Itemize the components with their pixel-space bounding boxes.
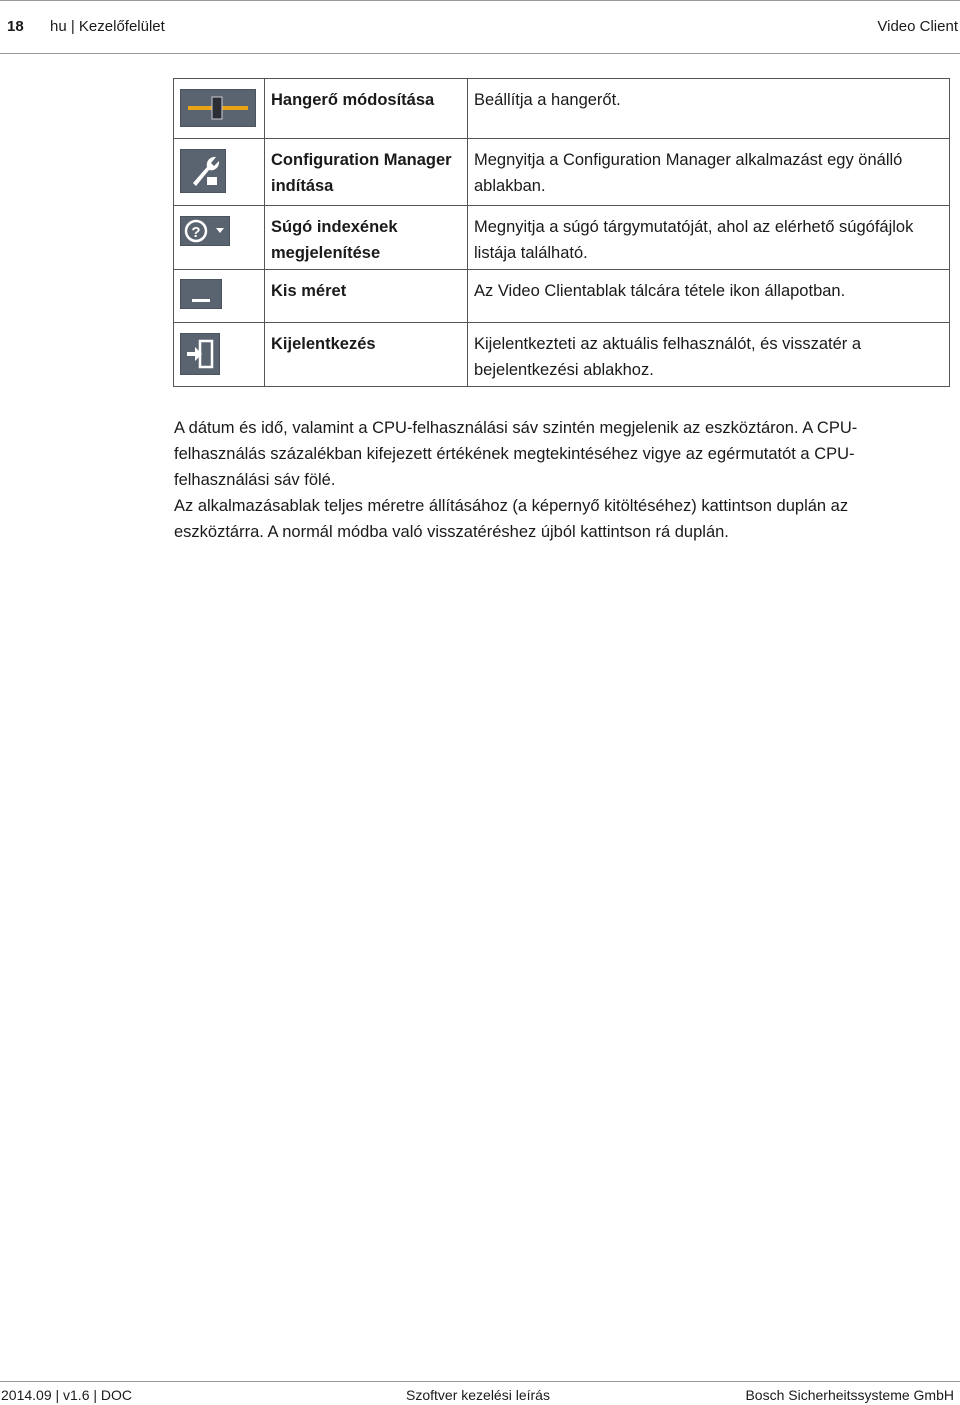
icon-cell xyxy=(174,270,265,323)
footer-doc-title: Szoftver kezelési leírás xyxy=(406,1387,550,1403)
function-description: Kijelentkezteti az aktuális felhasználót, és visszatér a bejelentkezési ablakhoz. xyxy=(474,335,862,379)
icon-cell xyxy=(174,206,265,270)
table-row xyxy=(174,79,950,139)
icon-cell xyxy=(174,323,265,387)
table-row xyxy=(174,206,950,270)
function-name: Hangerő módosítása xyxy=(271,91,435,109)
page-number: 18 xyxy=(7,18,24,35)
product-name: Video Client xyxy=(877,18,958,35)
function-description: Beállítja a hangerőt. xyxy=(474,91,621,109)
svg-text:?: ? xyxy=(191,224,201,241)
footer-rule xyxy=(0,1381,960,1382)
function-name: Configuration Manager indítása xyxy=(271,151,452,195)
help-dropdown-icon xyxy=(180,216,230,246)
function-name: Súgó indexének megjelenítése xyxy=(271,218,398,262)
body-text xyxy=(174,415,939,545)
function-name: Kis méret xyxy=(271,282,347,300)
section-title: hu | Kezelőfelület xyxy=(50,18,165,35)
icon-cell xyxy=(174,139,265,206)
paragraph-fullscreen: Az alkalmazásablak teljes méretre állításához (a képernyő kitöltéséhez) kattintson duplán az eszköztárra. A normál módba való visszatéréshez újból kattintson rá duplán. xyxy=(174,497,849,541)
function-name: Kijelentkezés xyxy=(271,335,376,353)
volume-slider-icon xyxy=(180,89,256,127)
footer-version: 2014.09 | v1.6 | DOC xyxy=(1,1387,133,1403)
header-top-rule xyxy=(0,0,960,1)
function-description: Megnyitja a súgó tárgymutatóját, ahol az elérhető súgófájlok listája található. xyxy=(474,218,914,262)
minimize-icon xyxy=(180,279,222,309)
function-description: Az Video Clientablak tálcára tétele ikon állapotban. xyxy=(474,282,846,300)
table-row xyxy=(174,139,950,206)
header-rule xyxy=(0,53,960,54)
logout-door-icon xyxy=(180,333,220,375)
table-row xyxy=(174,270,950,323)
paragraph-cpu-usage: A dátum és idő, valamint a CPU-felhasználási sáv szintén megjelenik az eszköztáron. A CPU-felhasználás százalékban kifejezett értékének megtekintéséhez vigye az egérmutatót a CPU-felhasználási sáv fölé. xyxy=(174,419,858,489)
wrench-tools-icon xyxy=(180,149,226,193)
icon-cell xyxy=(174,79,265,139)
function-description: Megnyitja a Configuration Manager alkalmazást egy önálló ablakban. xyxy=(474,151,903,195)
table-row xyxy=(174,323,950,387)
footer-company: Bosch Sicherheitssysteme GmbH xyxy=(745,1387,954,1403)
toolbar-icon-table xyxy=(173,78,950,387)
